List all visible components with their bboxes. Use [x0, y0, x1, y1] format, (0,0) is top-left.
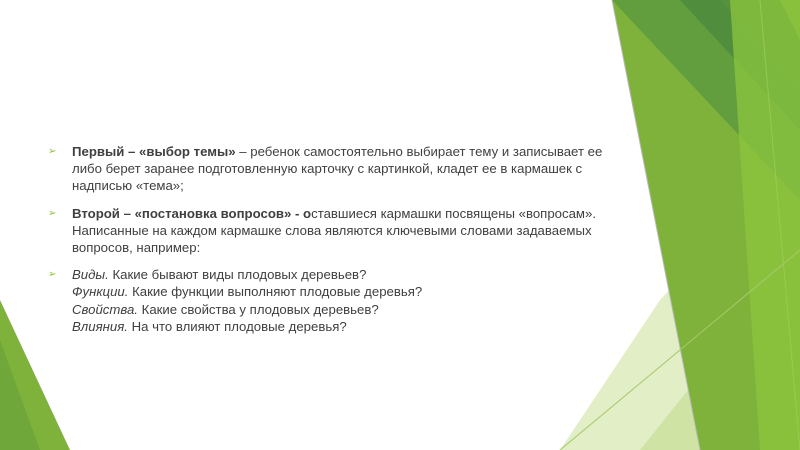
question-term: Свойства. [72, 301, 138, 317]
bullet-text: – ребенок самостоятельно выбирает тему и записывает ее либо берет заранее подготовленную карточку с картинкой, кладет ее в кармашек с надписью «тема»; [72, 144, 603, 194]
question-text: Какие свойства у плодовых деревьев? [137, 301, 379, 317]
bullet-questions [48, 266, 608, 335]
bullet-lead: Первый – «выбор темы» [72, 144, 236, 159]
bullet-text: ставшиеся кармашки посвящены «вопросам». Написанные на каждом кармашке слова являются ключевыми словами задаваемых вопросов, например: [72, 205, 596, 256]
question-term: Влияния. [72, 318, 128, 334]
bullet-second [48, 205, 608, 257]
bullet-arrow-icon: ➢ [48, 269, 57, 281]
question-term: Виды. [72, 267, 109, 283]
slide-body [48, 143, 608, 345]
question-text: Какие функции выполняют плодовые деревья? [128, 284, 423, 300]
bullet-lead: Второй – «постановка вопросов» - о [72, 205, 312, 221]
question-line [72, 283, 608, 300]
bullet-first [48, 143, 608, 195]
bullet-arrow-icon: ➢ [48, 207, 57, 219]
question-line [72, 318, 608, 335]
question-line [72, 301, 608, 318]
question-text: Какие бывают виды плодовых деревьев? [108, 267, 367, 283]
question-line [72, 266, 608, 283]
question-text: На что влияют плодовые деревья? [127, 318, 347, 334]
bullet-arrow-icon: ➢ [48, 146, 57, 157]
question-term: Функции. [72, 284, 129, 300]
